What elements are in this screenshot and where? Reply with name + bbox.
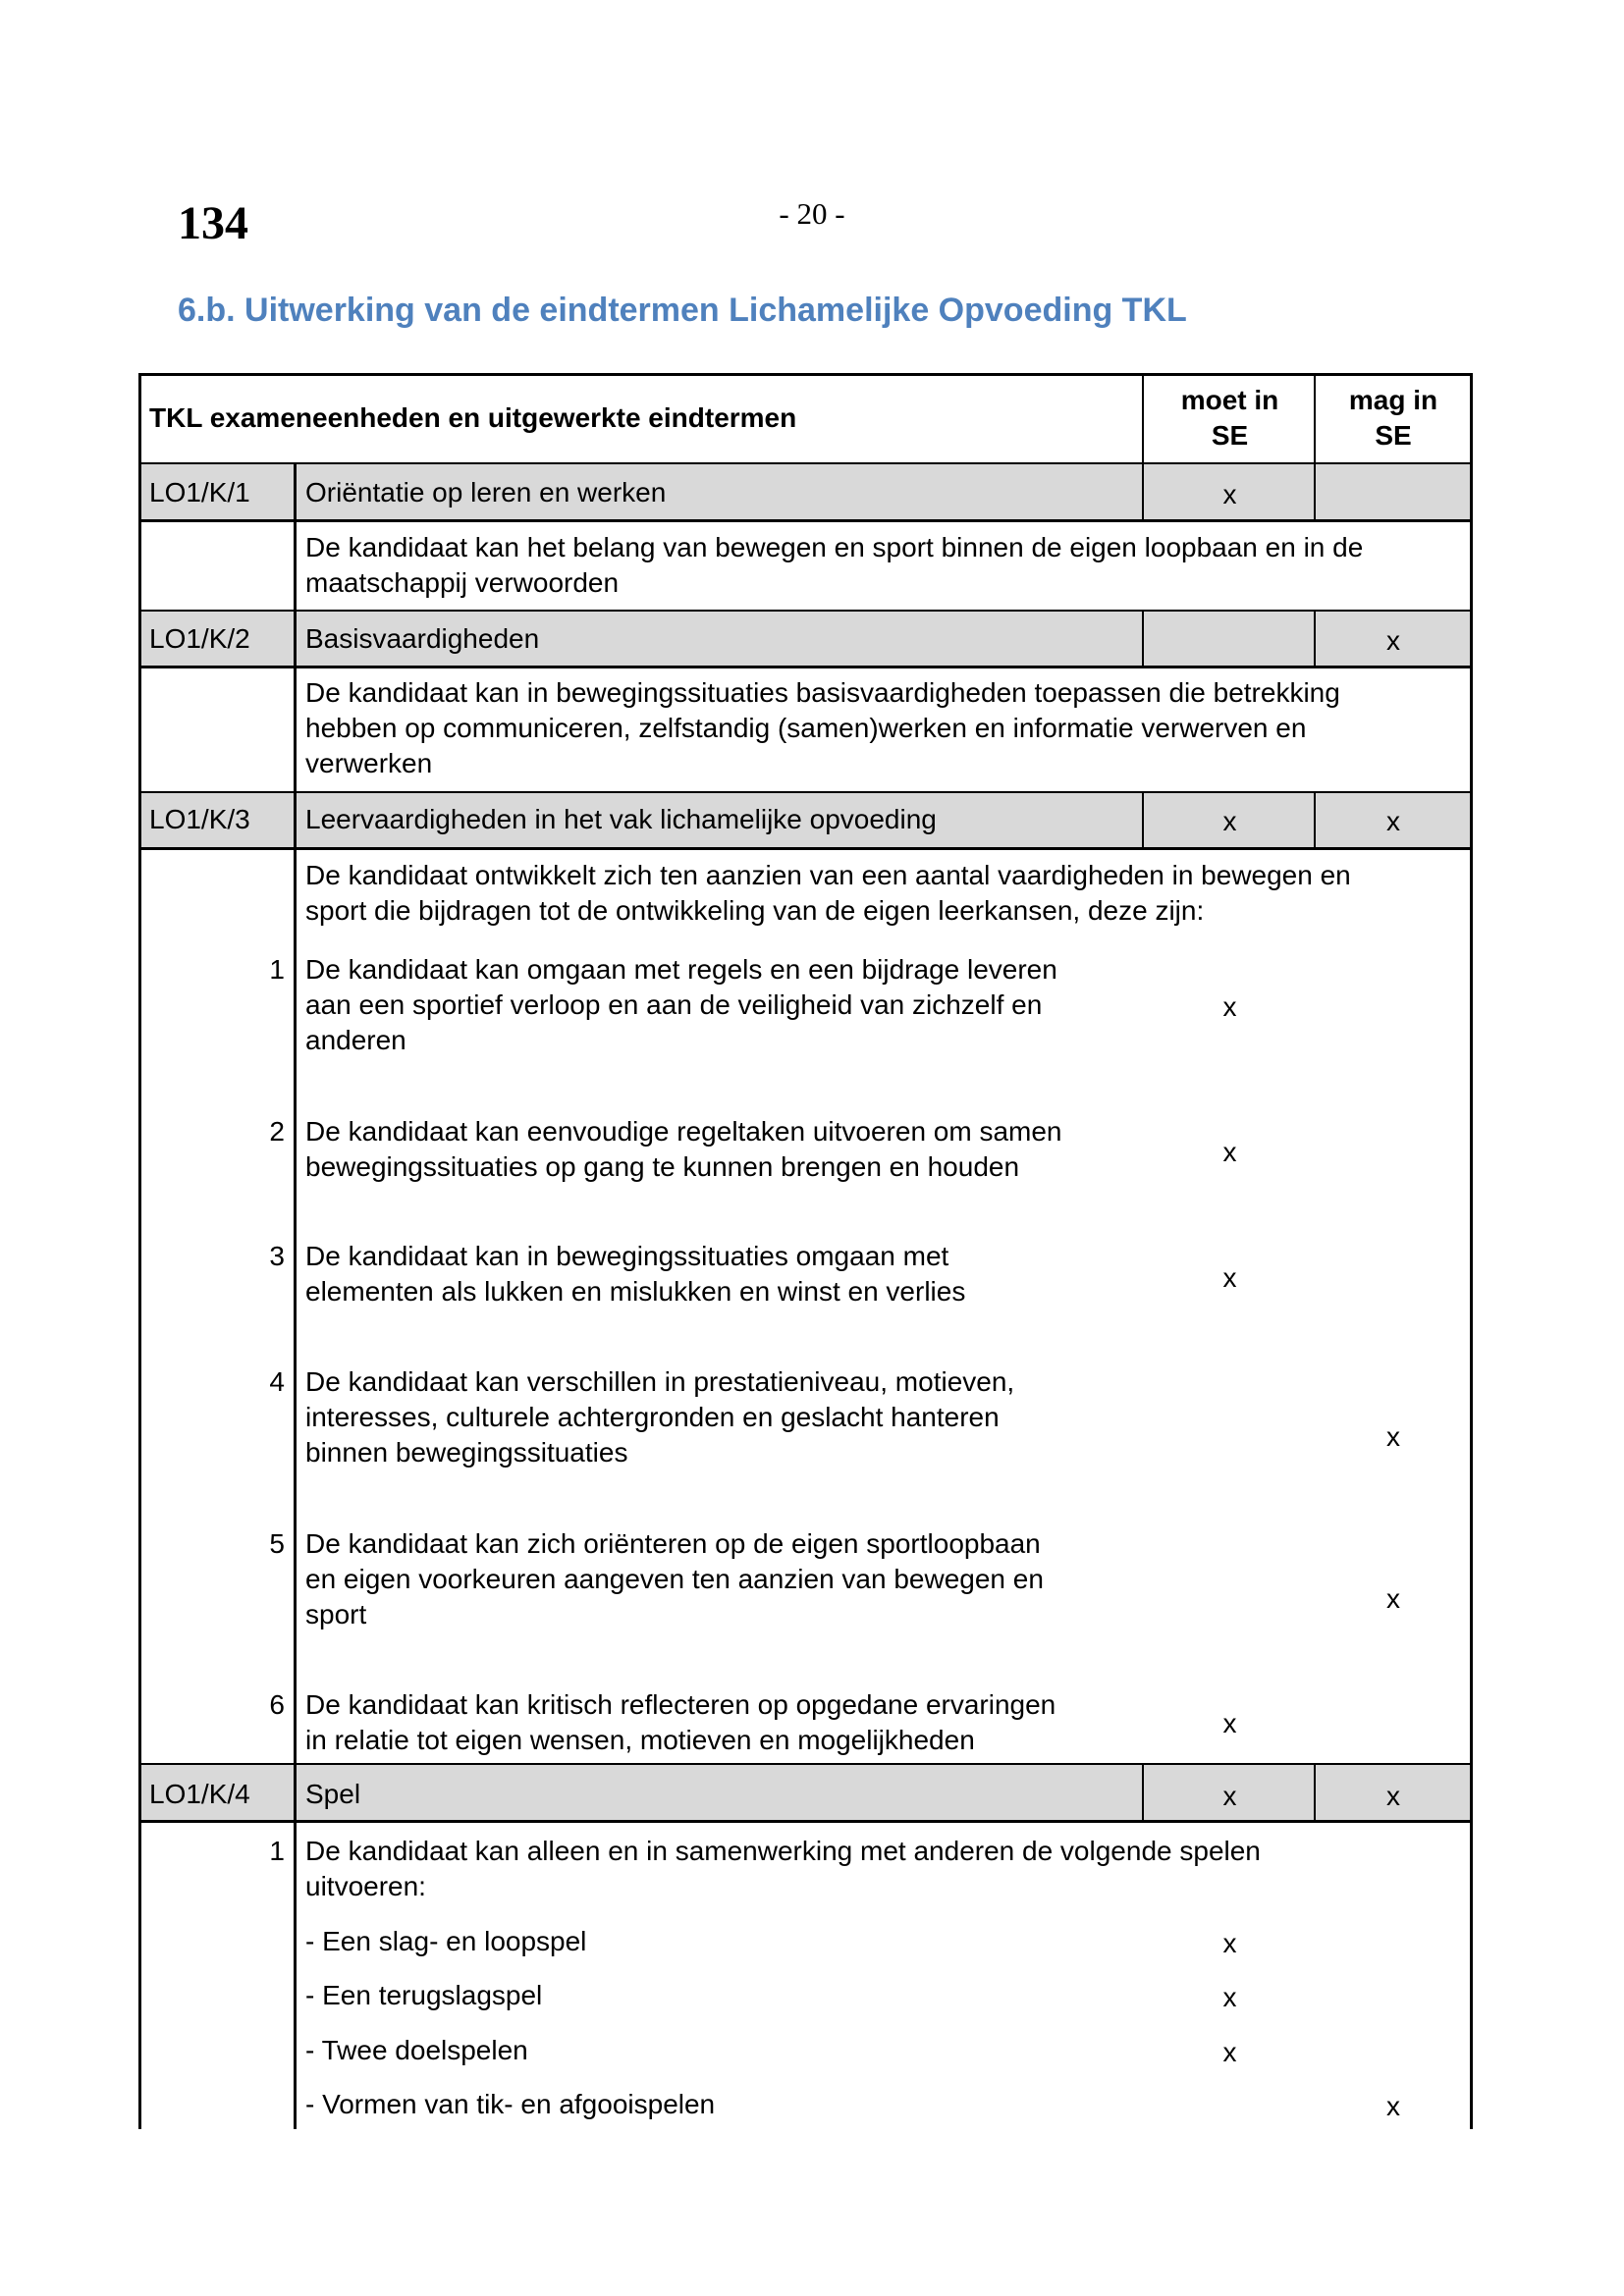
moet-divider-k2 (1142, 611, 1144, 667)
page-marker: - 20 - (779, 196, 845, 231)
item-text: De kandidaat kan eenvoudige regeltaken uitvoeren om samen (305, 1116, 1062, 1147)
k4-bottom-line (138, 1820, 1473, 1823)
k3-bottom-line (138, 847, 1473, 850)
item-text: anderen (305, 1025, 406, 1055)
unit-description: maatschappij verwoorden (305, 567, 620, 598)
item-number: 2 (269, 1116, 285, 1147)
table-top-border (138, 373, 1473, 376)
k1-desc-bottom-line (138, 610, 1473, 612)
unit-intro: De kandidaat ontwikkelt zich ten aanzien van een aantal vaardigheden in bewegen en (305, 860, 1351, 890)
moet-mark: x (1222, 1262, 1237, 1293)
item-text: uitvoeren: (305, 1871, 426, 1901)
subitem-label: - Twee doelspelen (305, 2035, 528, 2065)
unit-name: Spel (305, 1779, 361, 1809)
item-text: interesses, culturele achtergronden en geslacht hanteren (305, 1402, 1000, 1432)
subitem-label: - Vormen van tik- en afgooispelen (305, 2089, 716, 2119)
mag-mark: x (1386, 2091, 1400, 2121)
item-text: en eigen voorkeuren aangeven ten aanzien van bewegen en (305, 1564, 1044, 1594)
unit-code: LO1/K/2 (149, 623, 250, 654)
section-title: 6.b. Uitwerking van de eindtermen Lichamelijke Opvoeding TKL (178, 292, 1187, 329)
item-number: 5 (269, 1528, 285, 1559)
eindtermen-table (138, 373, 1473, 2129)
mag-mark: x (1386, 1781, 1400, 1811)
k3-items-bottom-line (138, 1763, 1473, 1765)
header-mag-line1: mag in (1348, 385, 1438, 415)
unit-name: Basisvaardigheden (305, 623, 540, 654)
unit-description: verwerken (305, 748, 433, 778)
header-moet-line1: moet in (1180, 385, 1279, 415)
mag-mark: x (1386, 625, 1400, 656)
code-column-divider (294, 463, 297, 2129)
moet-mark: x (1222, 1137, 1237, 1167)
unit-name: Leervaardigheden in het vak lichamelijke opvoeding (305, 804, 937, 834)
unit-description: hebben op communiceren, zelfstandig (samen)werken en informatie verwerven en (305, 713, 1307, 743)
item-number: 1 (269, 954, 285, 985)
unit-code: LO1/K/3 (149, 804, 250, 834)
header-main: TKL exameneenheden en uitgewerkte eindtermen (149, 402, 797, 433)
item-text: De kandidaat kan in bewegingssituaties omgaan met (305, 1241, 949, 1271)
k2-bottom-line (138, 666, 1473, 668)
header-mag-line2: SE (1375, 420, 1412, 451)
unit-description: De kandidaat kan in bewegingssituaties basisvaardigheden toepassen die betrekking (305, 677, 1340, 708)
item-text: De kandidaat kan verschillen in prestatieniveau, motieven, (305, 1366, 1015, 1397)
mag-mark: x (1386, 1421, 1400, 1452)
moet-mark: x (1222, 1781, 1237, 1811)
table-left-border (138, 373, 141, 2129)
moet-mark: x (1222, 1708, 1237, 1738)
item-number: 1 (269, 1836, 285, 1866)
item-text: De kandidaat kan zich oriënteren op de eigen sportloopbaan (305, 1528, 1041, 1559)
k2-desc-bottom-line (138, 791, 1473, 793)
subitem-label: - Een slag- en loopspel (305, 1926, 587, 1956)
mag-mark: x (1386, 1583, 1400, 1614)
page-number: 134 (178, 197, 248, 249)
k1-bottom-line (138, 519, 1473, 522)
item-number: 3 (269, 1241, 285, 1271)
unit-code: LO1/K/1 (149, 477, 250, 507)
moet-mark: x (1222, 1928, 1237, 1958)
unit-code: LO1/K/4 (149, 1779, 250, 1809)
item-text: bewegingssituaties op gang te kunnen brengen en houden (305, 1151, 1020, 1182)
moet-mark: x (1222, 1982, 1237, 2012)
moet-mark: x (1222, 2037, 1237, 2067)
item-number: 6 (269, 1689, 285, 1720)
moet-mark: x (1222, 991, 1237, 1022)
item-number: 4 (269, 1366, 285, 1397)
header-bottom-line (138, 462, 1473, 464)
header-moet-line2: SE (1211, 420, 1249, 451)
moet-mark: x (1222, 479, 1237, 509)
item-text: elementen als lukken en mislukken en winst en verlies (305, 1276, 966, 1307)
item-text: binnen bewegingssituaties (305, 1437, 628, 1468)
item-text: De kandidaat kan omgaan met regels en een bijdrage leveren (305, 954, 1057, 985)
item-text: De kandidaat kan alleen en in samenwerking met anderen de volgende spelen (305, 1836, 1261, 1866)
item-text: sport (305, 1599, 367, 1629)
moet-mark: x (1222, 806, 1237, 836)
subitem-label: - Een terugslagspel (305, 1980, 543, 2010)
unit-description: De kandidaat kan het belang van bewegen en sport binnen de eigen loopbaan en in de (305, 532, 1364, 562)
item-text: in relatie tot eigen wensen, motieven en mogelijkheden (305, 1725, 975, 1755)
unit-intro: sport die bijdragen tot de ontwikkeling van de eigen leerkansen, deze zijn: (305, 895, 1205, 926)
mag-mark: x (1386, 806, 1400, 836)
item-text: aan een sportief verloop en aan de veiligheid van zichzelf en (305, 989, 1043, 1020)
unit-name: Oriëntatie op leren en werken (305, 477, 667, 507)
item-text: De kandidaat kan kritisch reflecteren op opgedane ervaringen (305, 1689, 1056, 1720)
